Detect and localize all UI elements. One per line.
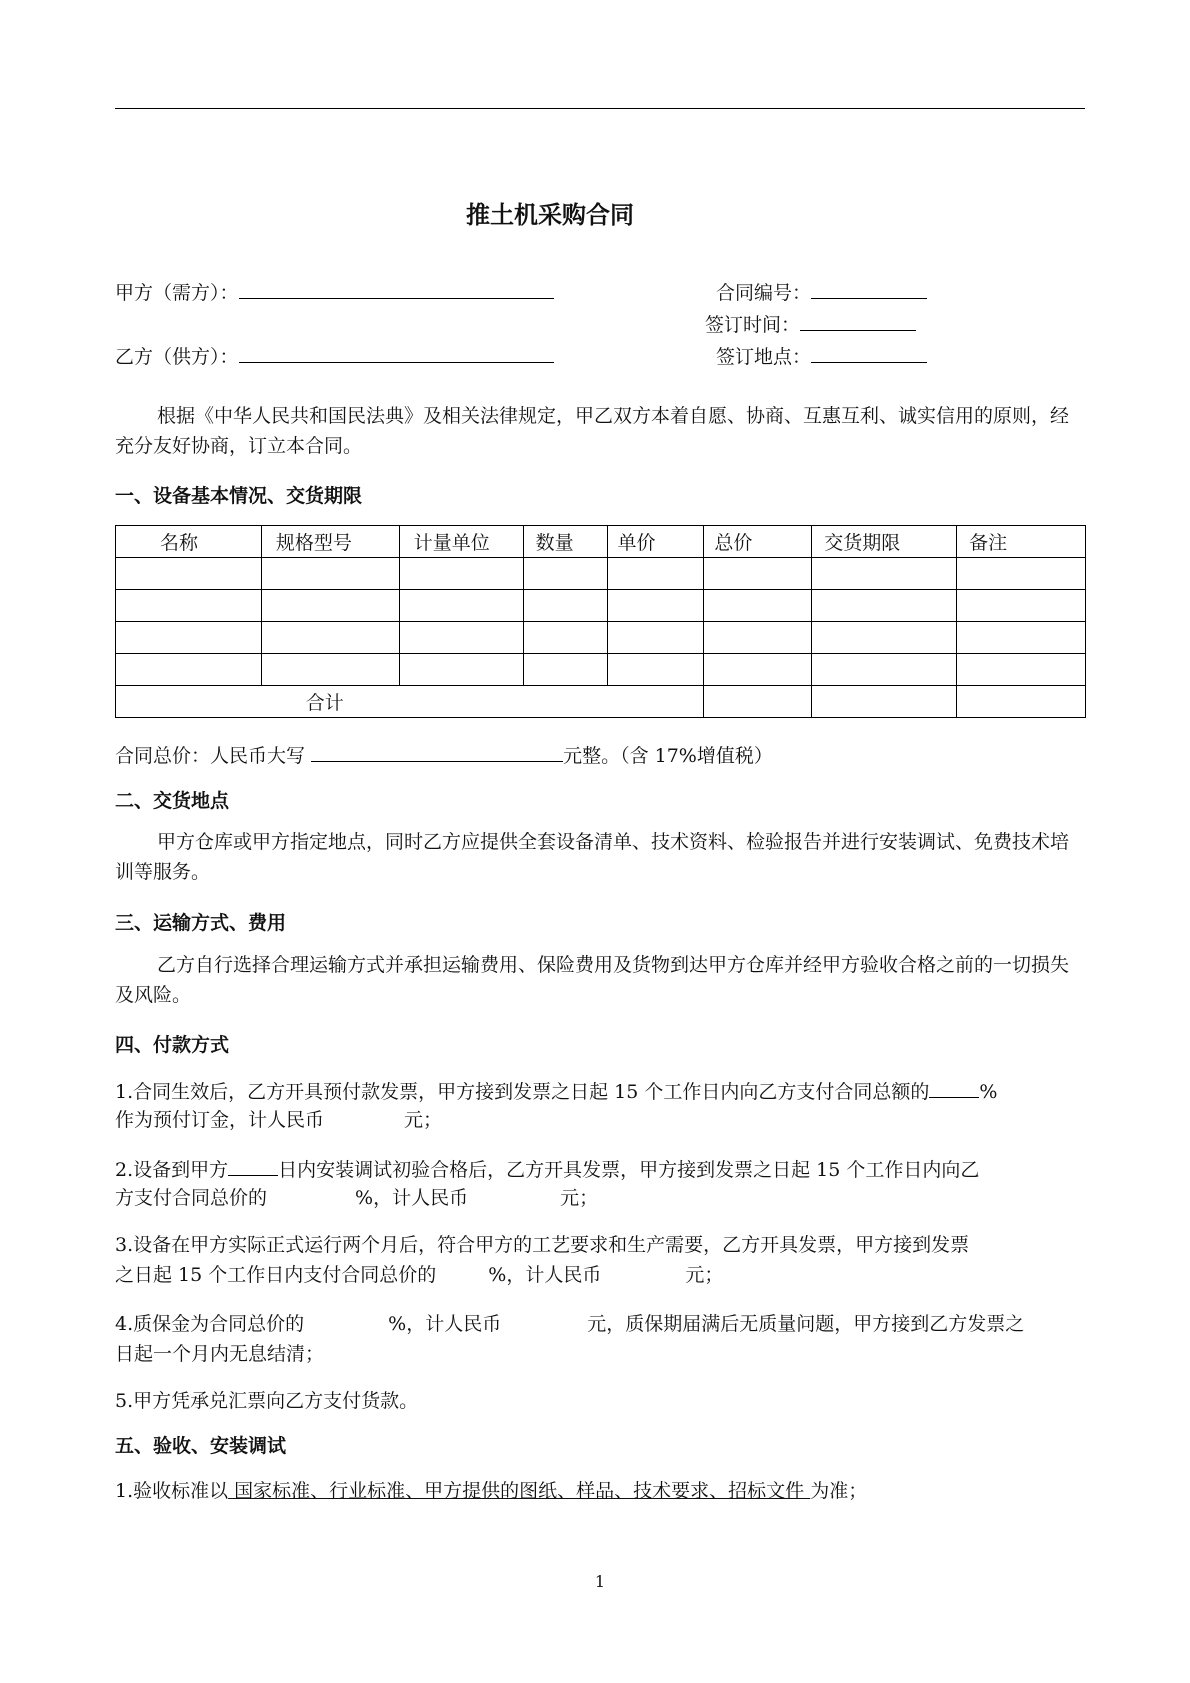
section1-heading: 一、设备基本情况、交货期限 <box>115 485 363 507</box>
col-header: 数量 <box>523 526 607 558</box>
table-cell[interactable] <box>261 622 399 654</box>
table-cell[interactable] <box>523 654 607 686</box>
sign-place-line <box>716 342 927 370</box>
party-a-label: 甲方（需方）： <box>115 282 239 304</box>
table-cell[interactable] <box>607 654 704 686</box>
total-delivery-cell[interactable] <box>812 686 957 718</box>
payment-item-1-cont <box>115 1107 442 1133</box>
table-cell[interactable] <box>812 558 957 590</box>
table-cell[interactable] <box>607 622 704 654</box>
yuan-label: 元； <box>404 1109 443 1131</box>
table-cell[interactable] <box>261 558 399 590</box>
page-title: 推土机采购合同 <box>466 201 634 229</box>
table-cell[interactable] <box>261 590 399 622</box>
table-cell[interactable] <box>704 590 812 622</box>
sign-time-field[interactable] <box>800 310 916 331</box>
section3-text: 乙方自行选择合理运输方式并承担运输费用、保险费用及货物到达甲方仓库并经甲方验收合格之前的一切损失及风险。 <box>115 954 1070 1006</box>
party-b-field[interactable] <box>239 342 554 363</box>
total-label: 合计 <box>116 686 704 718</box>
payment-item-4-cont <box>115 1341 324 1367</box>
total-price-prefix: 合同总价：人民币大写 <box>115 745 306 767</box>
table-row <box>116 590 1086 622</box>
section2-heading: 二、交货地点 <box>115 790 230 812</box>
total-price-suffix: 元整。（含 17%增值税） <box>563 745 773 767</box>
table-cell[interactable] <box>116 622 262 654</box>
total-price-line <box>115 741 773 769</box>
table-cell[interactable] <box>812 590 957 622</box>
table-cell[interactable] <box>399 622 523 654</box>
acceptance-item-1-text: 1.验收标准以 <box>115 1480 229 1502</box>
party-a-line <box>115 278 554 306</box>
col-header: 单价 <box>607 526 704 558</box>
table-cell[interactable] <box>957 590 1086 622</box>
contract-no-field[interactable] <box>811 278 927 299</box>
party-a-field[interactable] <box>239 278 554 299</box>
payment-item-1-text-2: 作为预付订金，计人民币 <box>115 1109 325 1131</box>
table-cell[interactable] <box>523 622 607 654</box>
party-b-line <box>115 342 554 370</box>
payment-item-3-text: 3.设备在甲方实际正式运行两个月后，符合甲方的工艺要求和生产需要，乙方开具发票，甲方接到发票 <box>115 1234 970 1256</box>
col-header: 计量单位 <box>399 526 523 558</box>
section4-heading: 四、付款方式 <box>115 1034 230 1056</box>
yuan-label: 元； <box>560 1187 599 1209</box>
table-total-row <box>116 686 1086 718</box>
sign-place-field[interactable] <box>811 342 927 363</box>
header-rule <box>115 108 1085 109</box>
payment-item-4-text: 4.质保金为合同总价的 <box>115 1313 305 1335</box>
payment-item-1-text: 1.合同生效后，乙方开具预付款发票，甲方接到发票之日起 15 个工作日内向乙方支付合同总额的 <box>115 1081 930 1103</box>
table-cell[interactable] <box>399 654 523 686</box>
payment-item-2-text-3: 方支付合同总价的 <box>115 1187 268 1209</box>
table-cell[interactable] <box>399 590 523 622</box>
col-header: 名称 <box>116 526 262 558</box>
col-header: 备注 <box>957 526 1086 558</box>
table-cell[interactable] <box>957 558 1086 590</box>
payment-item-2-text: 2.设备到甲方 <box>115 1159 229 1181</box>
table-cell[interactable] <box>704 622 812 654</box>
contract-no-label: 合同编号： <box>716 282 812 304</box>
percent-sign: % <box>979 1081 998 1103</box>
section3-heading: 三、运输方式、费用 <box>115 912 287 934</box>
table-cell[interactable] <box>116 558 262 590</box>
table-cell[interactable] <box>957 622 1086 654</box>
col-header: 总价 <box>704 526 812 558</box>
sign-place-label: 签订地点： <box>716 346 812 368</box>
acceptance-standard: 国家标准、行业标准、甲方提供的图纸、样品、技术要求、招标文件 <box>228 1480 811 1502</box>
total-remark-cell[interactable] <box>957 686 1086 718</box>
table-cell[interactable] <box>704 558 812 590</box>
payment-item-2 <box>115 1155 979 1183</box>
table-row <box>116 654 1086 686</box>
section5-heading: 五、验收、安装调试 <box>115 1435 287 1457</box>
payment-item-3-cont <box>115 1262 723 1288</box>
total-price-cell[interactable] <box>704 686 812 718</box>
payment-item-3-text-2: 之日起 15 个工作日内支付合同总价的 <box>115 1264 437 1286</box>
table-cell[interactable] <box>607 558 704 590</box>
advance-percent-field[interactable] <box>929 1077 979 1098</box>
table-cell[interactable] <box>523 558 607 590</box>
payment-item-3 <box>115 1232 969 1258</box>
table-cell[interactable] <box>261 654 399 686</box>
table-cell[interactable] <box>607 590 704 622</box>
col-header: 交货期限 <box>812 526 957 558</box>
contract-no-line <box>716 278 927 306</box>
party-b-label: 乙方（供方）： <box>115 346 239 368</box>
table-cell[interactable] <box>116 654 262 686</box>
table-cell[interactable] <box>812 654 957 686</box>
table-header-row <box>116 526 1086 558</box>
payment-item-2-text-2: 日内安装调试初验合格后，乙方开具发票，甲方接到发票之日起 15 个工作日内向乙 <box>278 1159 980 1181</box>
table-cell[interactable] <box>399 558 523 590</box>
payment-item-5: 5.甲方凭承兑汇票向乙方支付货款。 <box>115 1390 419 1412</box>
yuan-label: 元； <box>685 1264 724 1286</box>
table-row <box>116 622 1086 654</box>
page-number: 1 <box>594 1572 606 1591</box>
table-cell[interactable] <box>523 590 607 622</box>
acceptance-item-1 <box>115 1478 867 1504</box>
payment-item-1 <box>115 1077 997 1105</box>
payment-item-3-text-3: %，计人民币 <box>488 1264 602 1286</box>
table-row <box>116 558 1086 590</box>
table-cell[interactable] <box>116 590 262 622</box>
preamble: 根据《中华人民共和国民法典》及相关法律规定，甲乙双方本着自愿、协商、互惠互利、诚实信用的原则，经充分友好协商，订立本合同。 <box>115 405 1070 457</box>
table-cell[interactable] <box>704 654 812 686</box>
equipment-table <box>115 525 1086 718</box>
payment-item-4 <box>115 1311 1024 1337</box>
col-header: 规格型号 <box>261 526 399 558</box>
total-price-field[interactable] <box>311 741 563 762</box>
section2-text: 甲方仓库或甲方指定地点，同时乙方应提供全套设备清单、技术资料、检验报告并进行安装调试、免费技术培训等服务。 <box>115 831 1070 883</box>
sign-time-line <box>705 310 916 338</box>
acceptance-item-1-suffix: 为准； <box>810 1480 868 1502</box>
install-days-field[interactable] <box>228 1155 278 1176</box>
payment-item-4-text-2: %，计人民币 <box>388 1313 502 1335</box>
payment-item-4-text-3: 元，质保期届满后无质量问题，甲方接到乙方发票之 <box>587 1313 1025 1335</box>
sign-time-label: 签订时间： <box>705 314 801 336</box>
table-cell[interactable] <box>812 622 957 654</box>
payment-item-2-text-4: %，计人民币 <box>355 1187 469 1209</box>
table-cell[interactable] <box>957 654 1086 686</box>
payment-item-2-cont <box>115 1185 598 1211</box>
payment-item-4-text-4: 日起一个月内无息结清； <box>115 1343 325 1365</box>
